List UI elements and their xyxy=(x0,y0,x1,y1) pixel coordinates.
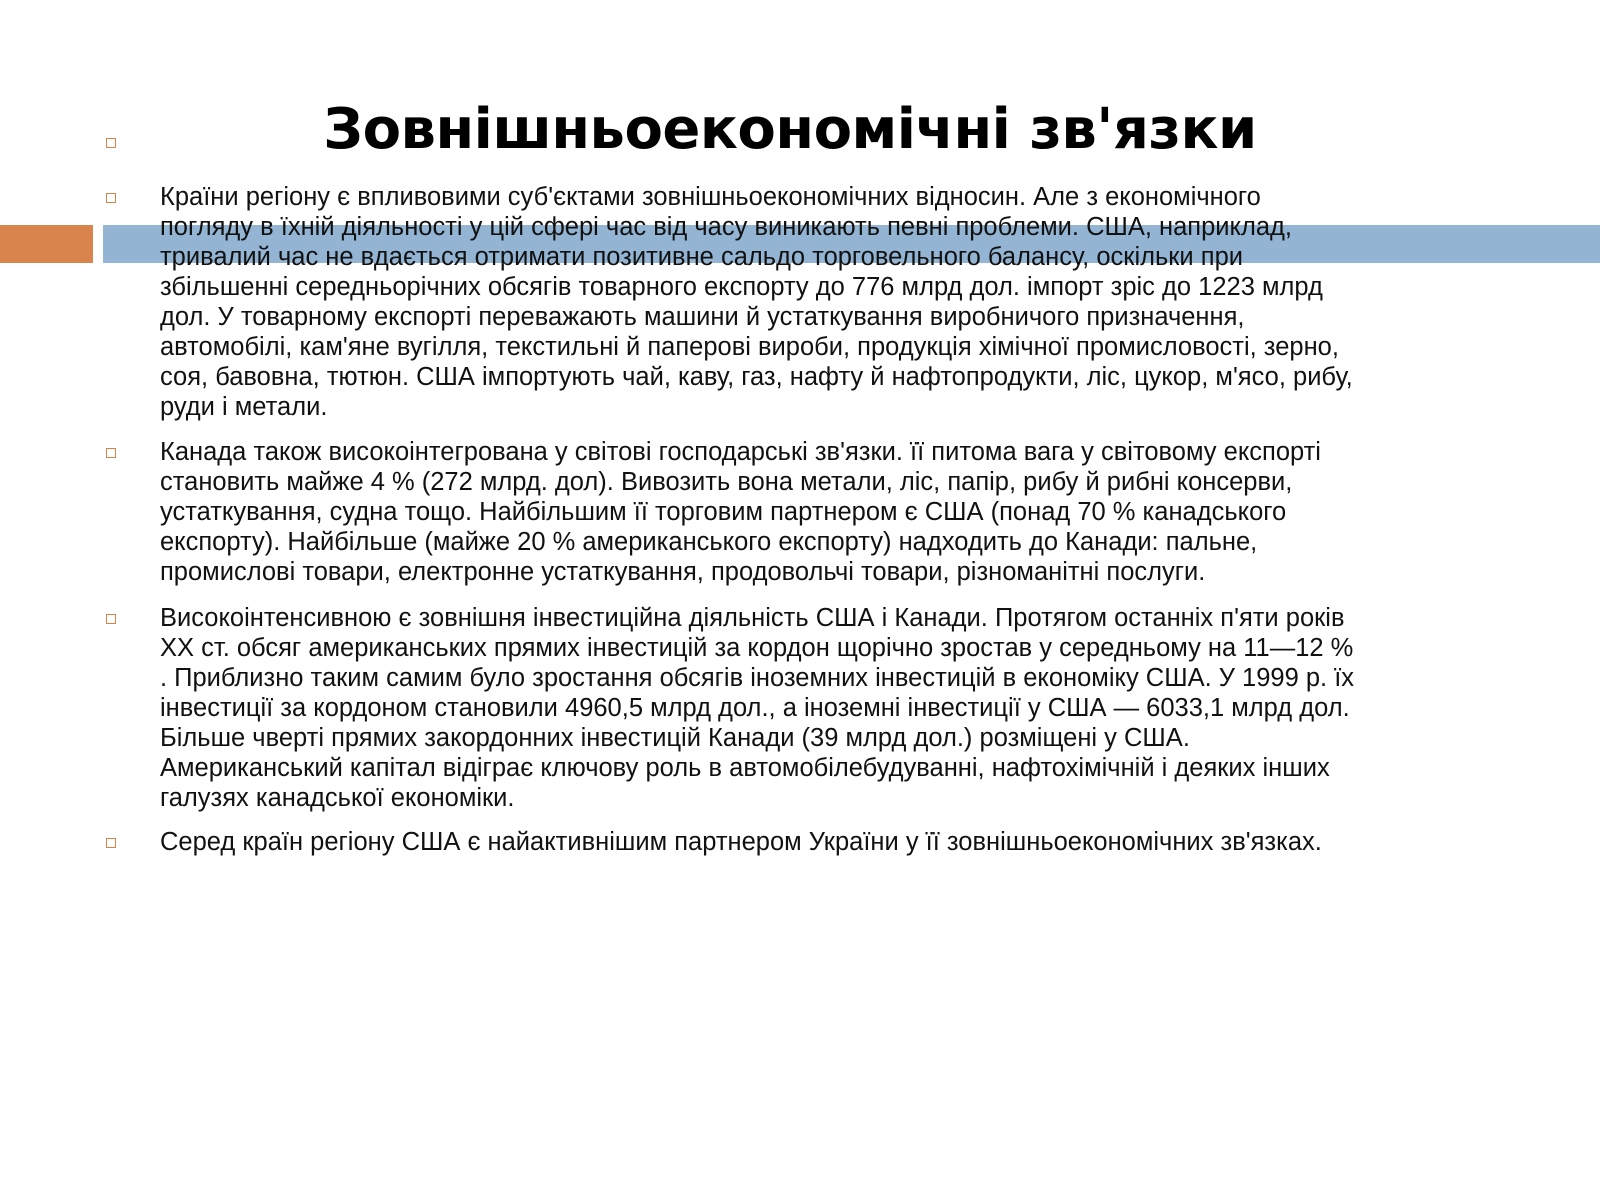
text-line: XX ст. обсяг американських прямих інвестицій за кордон щорічно зростав у середньому на 11—12 % xyxy=(160,634,1354,662)
text-line: експорту). Найбільше (майже 20 % американського експорту) надходить до Канади: пальне, xyxy=(160,528,1258,556)
paragraph-ukraine-partner xyxy=(160,827,1500,857)
text-line: соя, бавовна, тютюн. США імпортують чай, каву, газ, нафту й нафтопродукти, ліс, цукор, м'ясо, рибу, xyxy=(160,363,1353,391)
text-line: руди і метали. xyxy=(160,393,328,421)
bullet-square-icon xyxy=(106,138,116,148)
text-line: дол. У товарному експорті переважають машини й устаткування виробничого призначення, xyxy=(160,303,1245,331)
bullet-square-icon xyxy=(106,193,116,203)
text-line: погляду в їхній діяльності у цій сфері час від часу виникають певні проблеми. США, наприклад, xyxy=(160,213,1293,241)
text-line: Американський капітал відіграє ключову роль в автомобілебудуванні, нафтохімічній і деяких інших xyxy=(160,754,1330,782)
text-line: устаткування, судна тощо. Найбільшим її торговим партнером є США (понад 70 % канадського xyxy=(160,498,1287,526)
text-line: Країни регіону є впливовими суб'єктами зовнішньоекономічних відносин. Але з економічного xyxy=(160,183,1261,211)
text-line: . Приблизно таким самим було зростання обсягів іноземних інвестицій в економіку США. У 1999 р. їх xyxy=(160,664,1355,692)
bullet-square-icon xyxy=(106,614,116,624)
paragraph-trade-usa xyxy=(160,182,1500,422)
text-line: тривалий час не вдається отримати позитивне сальдо торговельного балансу, оскільки при xyxy=(160,243,1243,271)
text-line: Більше чверті прямих закордонних інвестицій Канади (39 млрд дол.) розміщені у США. xyxy=(160,724,1190,752)
text-line: становить майже 4 % (272 млрд. дол). Вивозить вона метали, ліс, папір, рибу й рибні консерви, xyxy=(160,468,1293,496)
text-line: галузях канадської економіки. xyxy=(160,784,515,812)
text-line: інвестиції за кордоном становили 4960,5 млрд дол., а іноземні інвестиції у США — 6033,1 млрд дол. xyxy=(160,694,1350,722)
text-line: Серед країн регіону США є найактивнішим партнером України у її зовнішньоекономічних зв'язках. xyxy=(160,828,1322,856)
text-line: промислові товари, електронне устаткування, продовольчі товари, різноманітні послуги. xyxy=(160,558,1206,586)
paragraph-trade-canada xyxy=(160,437,1500,587)
slide-title: Зовнішньоекономічні зв'язки xyxy=(323,97,1257,162)
text-line: збільшенні середньорічних обсягів товарного експорту до 776 млрд дол. імпорт зріс до 1223 млрд xyxy=(160,273,1323,301)
accent-bar-orange xyxy=(0,225,93,263)
text-line: Високоінтенсивною є зовнішня інвестиційна діяльність США і Канади. Протягом останніх п'яти років xyxy=(160,604,1345,632)
paragraph-investment xyxy=(160,603,1500,813)
bullet-square-icon xyxy=(106,838,116,848)
text-line: Канада також високоінтегрована у світові господарські зв'язки. її питома вага у світовому експорті xyxy=(160,438,1321,466)
text-line: автомобілі, кам'яне вугілля, текстильні й паперові вироби, продукція хімічної промисловості, зерно, xyxy=(160,333,1339,361)
bullet-square-icon xyxy=(106,448,116,458)
